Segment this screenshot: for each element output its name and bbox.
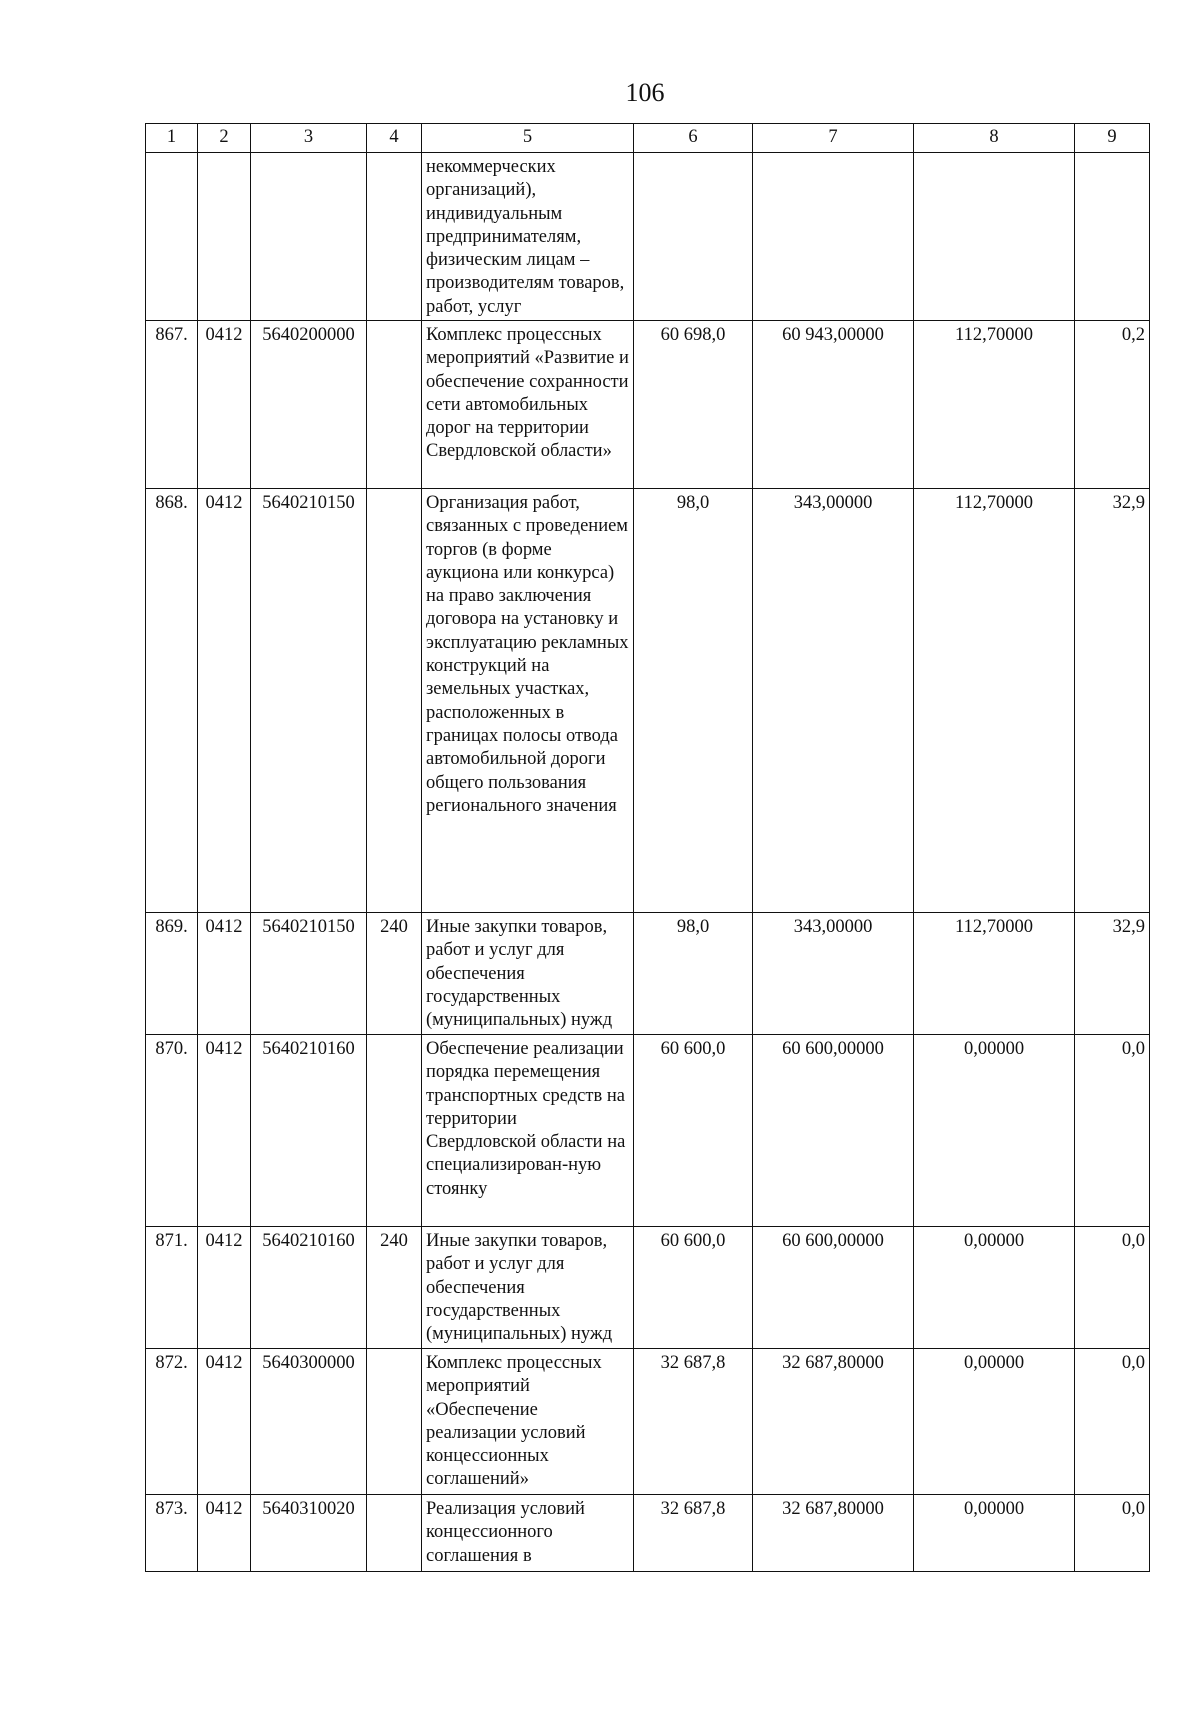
budget-table: [145, 123, 1150, 1572]
column-header: 9: [1075, 124, 1150, 153]
description-cell: Организация работ, связанных с проведением торгов (в форме аукциона или конкурса) на право заключения договора на установку и эксплуатацию рекламных конструкций на земельных участках, расположенных в границах полосы отвода автомобильной дороги общего пользования регионального значения: [422, 489, 634, 913]
value-col7: 343,00000: [753, 489, 914, 913]
value-col8: 0,00000: [914, 1227, 1075, 1349]
section-code: 0412: [198, 1227, 251, 1349]
value-col9: 0,0: [1075, 1349, 1150, 1495]
column-header: 3: [251, 124, 367, 153]
section-code: 0412: [198, 321, 251, 489]
table-row: [146, 1349, 1150, 1495]
value-col8: 0,00000: [914, 1495, 1075, 1572]
value-col8: 112,70000: [914, 321, 1075, 489]
section-code: 0412: [198, 1495, 251, 1572]
expense-type-code: [367, 489, 422, 913]
row-number: 873.: [146, 1495, 198, 1572]
value-col9: [1075, 153, 1150, 321]
section-code: 0412: [198, 1349, 251, 1495]
expense-type-code: [367, 321, 422, 489]
table-row: [146, 153, 1150, 321]
column-header: 1: [146, 124, 198, 153]
section-code: 0412: [198, 913, 251, 1035]
description-cell: Комплекс процессных мероприятий «Обеспечение реализации условий концессионных соглашений»: [422, 1349, 634, 1495]
section-code: 0412: [198, 489, 251, 913]
value-col9: 32,9: [1075, 489, 1150, 913]
row-number: 871.: [146, 1227, 198, 1349]
value-col6: 98,0: [634, 913, 753, 1035]
column-header: 2: [198, 124, 251, 153]
value-col6: 60 698,0: [634, 321, 753, 489]
column-header: 6: [634, 124, 753, 153]
column-header: 5: [422, 124, 634, 153]
row-number: 869.: [146, 913, 198, 1035]
value-col6: 98,0: [634, 489, 753, 913]
row-number: 868.: [146, 489, 198, 913]
value-col8: 0,00000: [914, 1349, 1075, 1495]
value-col9: 0,2: [1075, 321, 1150, 489]
description-cell: Обеспечение реализации порядка перемещения транспортных средств на территории Свердловской области на специализирован-ную стоянку: [422, 1035, 634, 1227]
expense-type-code: 240: [367, 913, 422, 1035]
value-col6: 60 600,0: [634, 1035, 753, 1227]
value-col8: [914, 153, 1075, 321]
column-header: 7: [753, 124, 914, 153]
description-cell: Комплекс процессных мероприятий «Развитие и обеспечение сохранности сети автомобильных дорог на территории Свердловской области»: [422, 321, 634, 489]
description-cell: Реализация условий концессионного соглашения в: [422, 1495, 634, 1572]
page-number: 106: [625, 78, 665, 107]
value-col9: 0,0: [1075, 1035, 1150, 1227]
row-number: 872.: [146, 1349, 198, 1495]
column-header: 8: [914, 124, 1075, 153]
table-row: [146, 489, 1150, 913]
target-code: [251, 153, 367, 321]
table-row: [146, 1495, 1150, 1572]
target-code: 5640300000: [251, 1349, 367, 1495]
value-col8: 112,70000: [914, 913, 1075, 1035]
value-col7: 60 600,00000: [753, 1035, 914, 1227]
table-row: [146, 1035, 1150, 1227]
value-col6: 32 687,8: [634, 1349, 753, 1495]
value-col7: 32 687,80000: [753, 1349, 914, 1495]
table-row: [146, 321, 1150, 489]
description-cell: Иные закупки товаров, работ и услуг для обеспечения государственных (муниципальных) нужд: [422, 1227, 634, 1349]
header-row: [146, 124, 1150, 153]
expense-type-code: [367, 1035, 422, 1227]
value-col7: 60 943,00000: [753, 321, 914, 489]
description-cell: Иные закупки товаров, работ и услуг для обеспечения государственных (муниципальных) нужд: [422, 913, 634, 1035]
table-row: [146, 913, 1150, 1035]
expense-type-code: [367, 1349, 422, 1495]
value-col8: 112,70000: [914, 489, 1075, 913]
row-number: 867.: [146, 321, 198, 489]
column-header: 4: [367, 124, 422, 153]
value-col8: 0,00000: [914, 1035, 1075, 1227]
value-col7: 343,00000: [753, 913, 914, 1035]
expense-type-code: [367, 153, 422, 321]
target-code: 5640210160: [251, 1227, 367, 1349]
description-cell: некоммерческих организаций), индивидуальным предпринимателям, физическим лицам – производителям товаров, работ, услуг: [422, 153, 634, 321]
target-code: 5640200000: [251, 321, 367, 489]
value-col9: 0,0: [1075, 1495, 1150, 1572]
expense-type-code: 240: [367, 1227, 422, 1349]
value-col6: 60 600,0: [634, 1227, 753, 1349]
value-col7: 32 687,80000: [753, 1495, 914, 1572]
value-col6: 32 687,8: [634, 1495, 753, 1572]
table-row: [146, 1227, 1150, 1349]
value-col7: [753, 153, 914, 321]
value-col6: [634, 153, 753, 321]
value-col9: 32,9: [1075, 913, 1150, 1035]
target-code: 5640210150: [251, 913, 367, 1035]
target-code: 5640210150: [251, 489, 367, 913]
section-code: [198, 153, 251, 321]
row-number: [146, 153, 198, 321]
target-code: 5640210160: [251, 1035, 367, 1227]
target-code: 5640310020: [251, 1495, 367, 1572]
value-col7: 60 600,00000: [753, 1227, 914, 1349]
row-number: 870.: [146, 1035, 198, 1227]
expense-type-code: [367, 1495, 422, 1572]
section-code: 0412: [198, 1035, 251, 1227]
value-col9: 0,0: [1075, 1227, 1150, 1349]
